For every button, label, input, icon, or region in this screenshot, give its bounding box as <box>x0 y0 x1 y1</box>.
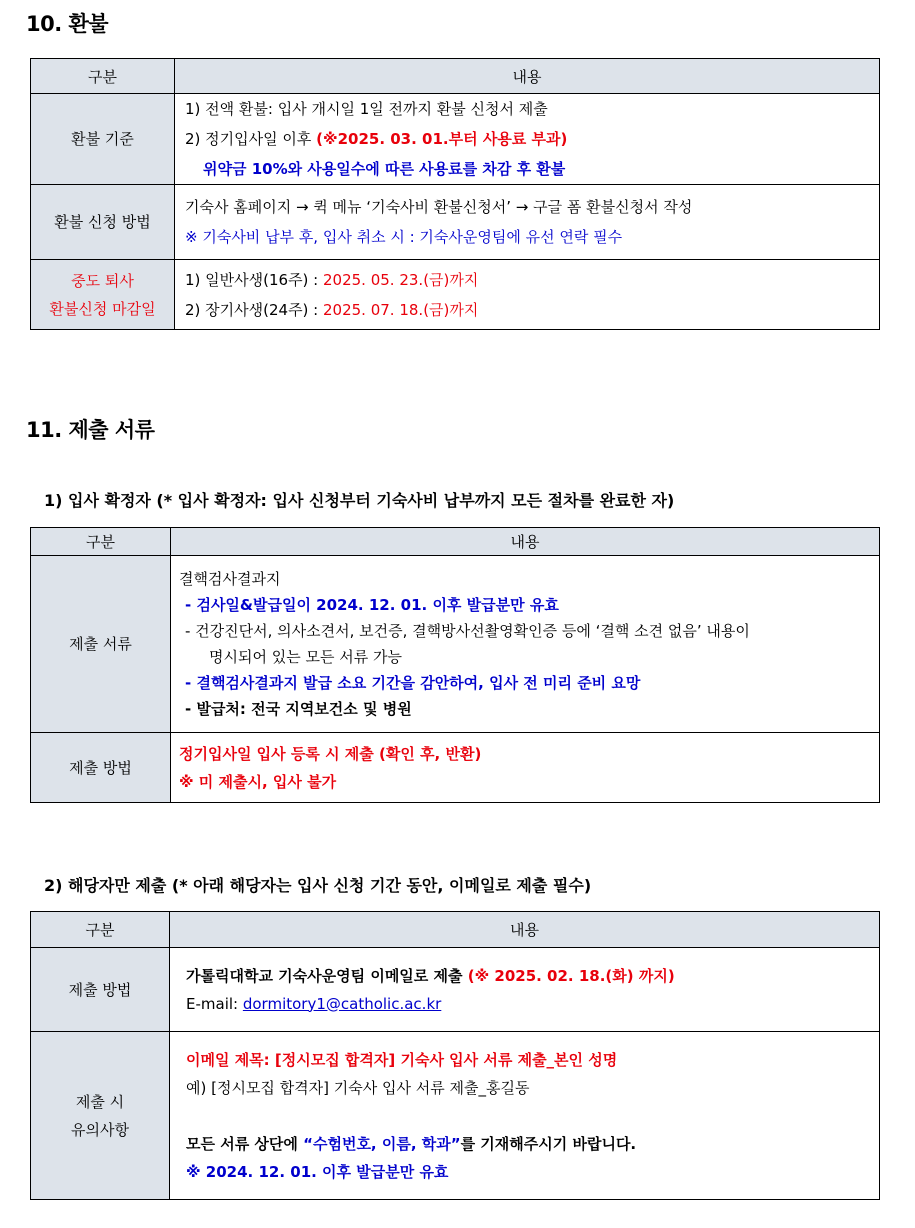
text-line: 가톨릭대학교 기숙사운영팀 이메일로 제출 (※ 2025. 02. 18.(화) 까지) <box>186 966 675 985</box>
table-header-row <box>31 528 880 556</box>
row-content <box>170 948 880 1032</box>
text-line: 명시되어 있는 모든 서류 가능 <box>209 648 402 666</box>
row-key: 제출 방법 <box>31 733 171 803</box>
table-row <box>31 733 880 803</box>
text-line: 기숙사 홈페이지 → 퀵 메뉴 ‘기숙사비 환불신청서’ → 구글 폼 환불신청서 작성 <box>185 198 693 216</box>
text-line: - 검사일&발급일이 2024. 12. 01. 이후 발급분만 유효 <box>185 596 559 614</box>
text-line: 1) 전액 환불: 입사 개시일 1일 전까지 환불 신청서 제출 <box>185 100 548 118</box>
text-line: 결핵검사결과지 <box>179 570 281 588</box>
row-key: 제출 시 유의사항 <box>31 1032 170 1200</box>
row-key: 제출 서류 <box>31 556 171 733</box>
table-row <box>31 556 880 733</box>
section-11-title: 11. 제출 서류 <box>26 418 155 442</box>
confirmed-documents-table <box>30 527 880 803</box>
refund-table <box>30 58 880 330</box>
text-line: 이메일 제목: [정시모집 합격자] 기숙사 입사 서류 제출_본인 성명 <box>186 1050 618 1069</box>
header-category: 구분 <box>31 912 170 948</box>
text-line: - 결핵검사결과지 발급 소요 기간을 감안하여, 입사 전 미리 준비 요망 <box>185 674 641 692</box>
text-line: 예) [정시모집 합격자] 기숙사 입사 서류 제출_홍길동 <box>186 1078 530 1097</box>
table-row <box>31 1032 880 1200</box>
table-header-row <box>31 912 880 948</box>
email-link[interactable]: dormitory1@catholic.ac.kr <box>242 994 442 1013</box>
text-line: ※ 2024. 12. 01. 이후 발급분만 유효 <box>186 1162 449 1181</box>
text-line: E-mail: dormitory1@catholic.ac.kr <box>186 994 442 1013</box>
table-row <box>31 94 880 185</box>
header-category: 구분 <box>31 59 175 94</box>
table-row <box>31 185 880 260</box>
text-line: 위약금 10%와 사용일수에 따른 사용료를 차감 후 환불 <box>203 160 566 178</box>
row-key: 제출 방법 <box>31 948 170 1032</box>
row-content <box>171 733 880 803</box>
row-content <box>175 260 880 330</box>
row-key: 환불 기준 <box>31 94 175 185</box>
row-key: 중도 퇴사 환불신청 마감일 <box>31 260 175 330</box>
section-10-title: 10. 환불 <box>26 12 109 36</box>
row-content <box>170 1032 880 1200</box>
table-row <box>31 948 880 1032</box>
header-content: 내용 <box>175 59 880 94</box>
header-content: 내용 <box>170 912 880 948</box>
row-content <box>175 185 880 260</box>
header-content: 내용 <box>171 528 880 556</box>
text-line: 1) 일반사생(16주) : 2025. 05. 23.(금)까지 <box>185 270 479 289</box>
spacer-line <box>186 1102 869 1130</box>
conditional-documents-table <box>30 911 880 1200</box>
subsection-2-heading: 2) 해당자만 제출 (* 아래 해당자는 입사 신청 기간 동안, 이메일로 제출 필수) <box>44 876 592 895</box>
row-key: 환불 신청 방법 <box>31 185 175 260</box>
table-row <box>31 260 880 330</box>
subsection-1-heading: 1) 입사 확정자 (* 입사 확정자: 입사 신청부터 기숙사비 납부까지 모든 절차를 완료한 자) <box>44 491 675 510</box>
text-line: - 발급처: 전국 지역보건소 및 병원 <box>185 700 412 718</box>
text-line: - 건강진단서, 의사소견서, 보건증, 결핵방사선촬영확인증 등에 ‘결핵 소견 없음’ 내용이 <box>185 622 750 640</box>
row-content <box>175 94 880 185</box>
text-line: ※ 미 제출시, 입사 불가 <box>179 772 337 791</box>
header-category: 구분 <box>31 528 171 556</box>
text-line: 정기입사일 입사 등록 시 제출 (확인 후, 반환) <box>179 744 482 763</box>
table-header-row <box>31 59 880 94</box>
text-line: 모든 서류 상단에 “수험번호, 이름, 학과”를 기재해주시기 바랍니다. <box>186 1134 637 1153</box>
row-content <box>171 556 880 733</box>
text-line: ※ 기숙사비 납부 후, 입사 취소 시 : 기숙사운영팀에 유선 연락 필수 <box>185 228 623 246</box>
text-line: 2) 장기사생(24주) : 2025. 07. 18.(금)까지 <box>185 300 479 319</box>
text-line: 2) 정기입사일 이후 (※2025. 03. 01.부터 사용료 부과) <box>185 130 568 148</box>
